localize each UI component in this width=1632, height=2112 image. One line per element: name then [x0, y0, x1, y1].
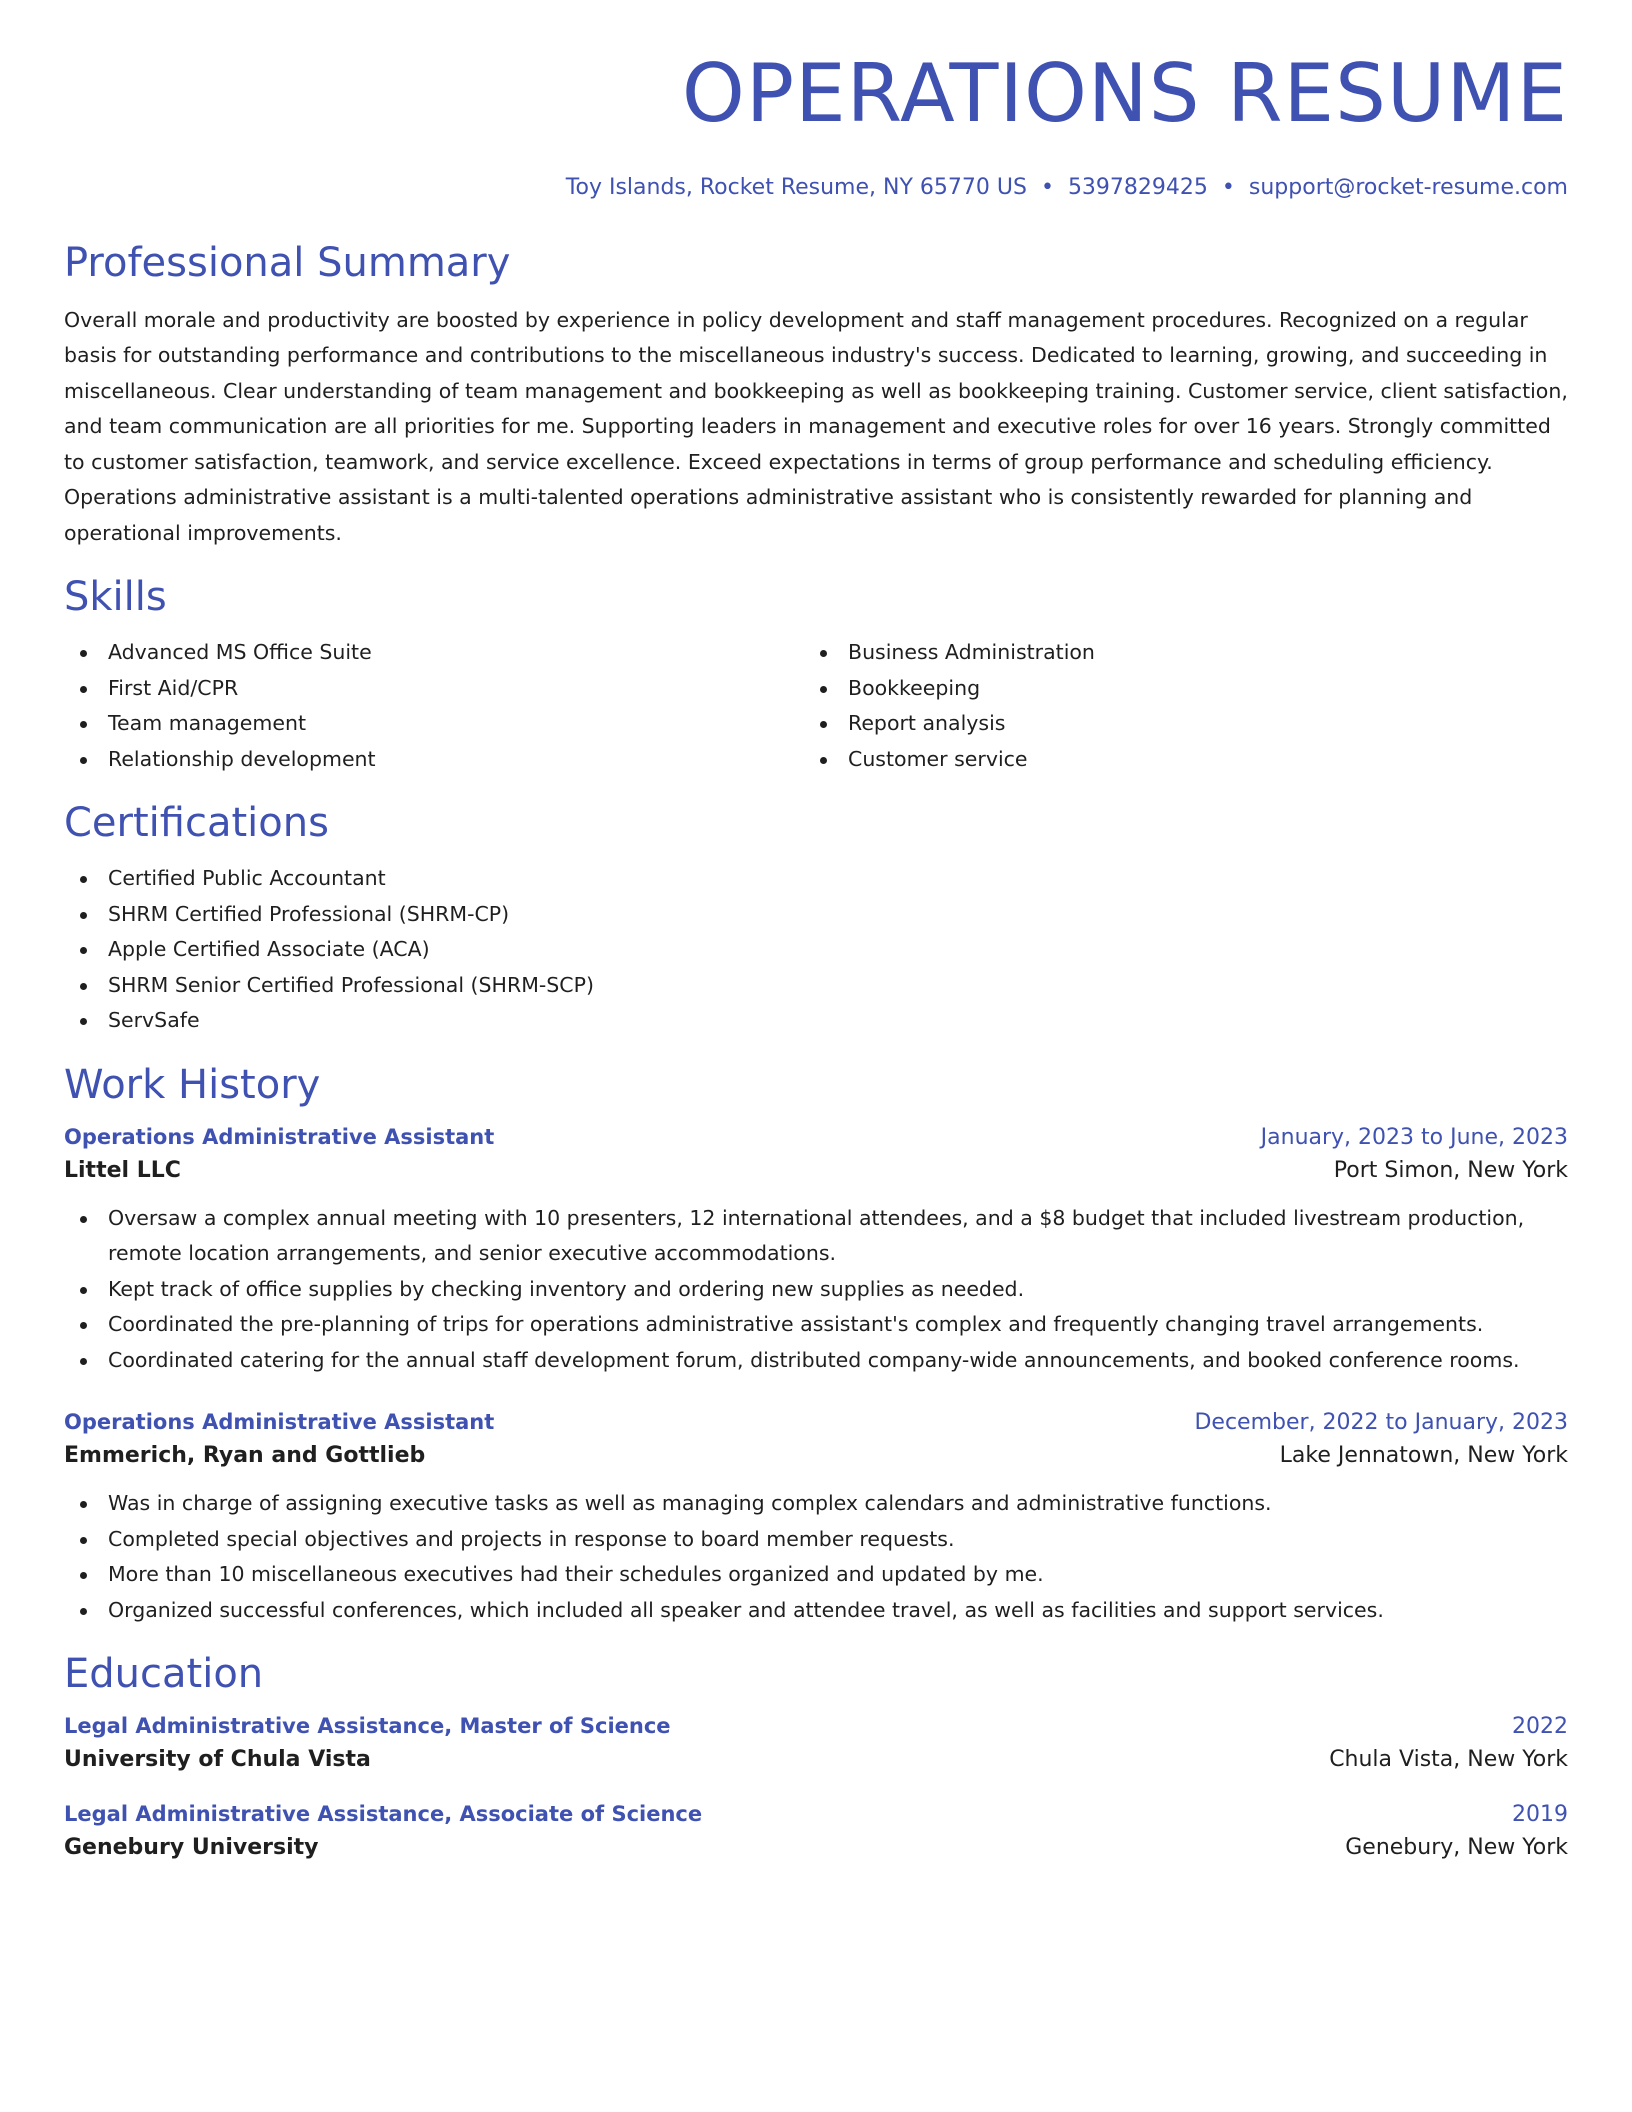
education-header-row	[64, 1802, 1568, 1827]
certification-item: SHRM Certified Professional (SHRM-CP)	[64, 897, 1568, 933]
education-school: Genebury University	[64, 1835, 319, 1861]
skill-item: Bookkeeping	[804, 671, 1544, 707]
job-dates: December, 2022 to January, 2023	[1194, 1410, 1568, 1436]
job-header-row	[64, 1125, 1568, 1150]
job-company: Littel LLC	[64, 1157, 181, 1183]
education-location: Chula Vista, New York	[1329, 1747, 1568, 1773]
education-title: Education	[64, 1651, 264, 1698]
job-entry	[64, 1125, 1568, 1379]
education-location: Genebury, New York	[1345, 1835, 1568, 1861]
skill-item: Relationship development	[64, 742, 804, 778]
education-year: 2019	[1512, 1802, 1568, 1828]
skills-right-column	[804, 635, 1544, 777]
contact-line	[64, 174, 1568, 203]
job-location: Port Simon, New York	[1333, 1157, 1568, 1183]
certifications-title: Certifications	[64, 800, 329, 847]
job-location: Lake Jennatown, New York	[1279, 1443, 1568, 1469]
job-dates: January, 2023 to June, 2023	[1260, 1124, 1568, 1150]
certifications-section	[64, 799, 1568, 1039]
job-company: Emmerich, Ryan and Gottlieb	[64, 1443, 426, 1469]
job-title: Operations Administrative Assistant	[64, 1124, 495, 1149]
resume-name: OPERATIONS RESUME	[681, 47, 1568, 140]
contact-phone: 5397829425	[1067, 175, 1208, 200]
job-entry	[64, 1410, 1568, 1628]
contact-separator: •	[1221, 175, 1235, 200]
job-bullets	[64, 1486, 1568, 1628]
job-bullet: Organized successful conferences, which included all speaker and attendee travel, as well as facilities and support services.	[64, 1593, 1568, 1629]
contact-address: Toy Islands, Rocket Resume, NY 65770 US	[565, 175, 1027, 200]
education-header-row	[64, 1714, 1568, 1739]
job-bullet: More than 10 miscellaneous executives had their schedules organized and updated by me.	[64, 1557, 1568, 1593]
job-company-row	[64, 1158, 1568, 1183]
education-entry	[64, 1802, 1568, 1860]
education-school-row	[64, 1747, 1568, 1772]
job-title: Operations Administrative Assistant	[64, 1410, 495, 1435]
education-school-row	[64, 1835, 1568, 1860]
skills-left-column	[64, 635, 804, 777]
certification-item: Apple Certified Associate (ACA)	[64, 932, 1568, 968]
skills-section	[64, 573, 1568, 777]
certification-item: SHRM Senior Certified Professional (SHRM-SCP)	[64, 968, 1568, 1004]
education-year: 2022	[1512, 1714, 1568, 1740]
education-section	[64, 1650, 1568, 1860]
skill-item: First Aid/CPR	[64, 671, 804, 707]
certification-item: ServSafe	[64, 1003, 1568, 1039]
summary-text: Overall morale and productivity are boosted by experience in policy development and staff management procedures. Recognized on a regular basis for outstanding performance and contributions to the miscellaneous industry's success. Dedicated to learning, growing, and succeeding in miscellaneous. Clear understanding of team management and bookkeeping as well as bookkeeping training. Customer service, client satisfaction, and team communication are all priorities for me. Supporting leaders in management and executive roles for over 16 years. Strongly committed to customer satisfaction, teamwork, and service excellence. Exceed expectations in terms of group performance and scheduling efficiency. Operations administrative assistant is a multi-talented operations administrative assistant who is consistently rewarded for planning and operational improvements.	[64, 307, 1568, 545]
job-bullet: Coordinated catering for the annual staff development forum, distributed company-wide announcements, and booked conference rooms.	[64, 1343, 1568, 1379]
work-title: Work History	[64, 1061, 321, 1108]
job-company-row	[64, 1443, 1568, 1468]
job-header-row	[64, 1410, 1568, 1435]
job-bullet: Oversaw a complex annual meeting with 10 presenters, 12 international attendees, and a $8 budget that included livestream production, remote location arrangements, and senior executive accommodations.	[64, 1201, 1568, 1272]
education-degree: Legal Administrative Assistance, Master of Science	[64, 1714, 671, 1739]
skill-item: Customer service	[804, 742, 1544, 778]
skill-item: Advanced MS Office Suite	[64, 635, 804, 671]
certifications-list	[64, 861, 1568, 1039]
skills-title: Skills	[64, 574, 167, 621]
job-bullet: Coordinated the pre-planning of trips for operations administrative assistant's complex and frequently changing travel arrangements.	[64, 1307, 1568, 1343]
job-bullets	[64, 1201, 1568, 1379]
work-section	[64, 1061, 1568, 1629]
contact-email[interactable]: support@rocket-resume.com	[1248, 175, 1568, 200]
education-school: University of Chula Vista	[64, 1747, 371, 1773]
skill-item: Report analysis	[804, 706, 1544, 742]
job-bullet: Completed special objectives and projects in response to board member requests.	[64, 1522, 1568, 1558]
education-degree: Legal Administrative Assistance, Associate of Science	[64, 1802, 703, 1827]
skill-item: Team management	[64, 706, 804, 742]
certification-item: Certified Public Accountant	[64, 861, 1568, 897]
summary-title: Professional Summary	[64, 239, 511, 286]
job-bullet: Kept track of office supplies by checking inventory and ordering new supplies as needed.	[64, 1272, 1568, 1308]
contact-separator: •	[1040, 175, 1054, 200]
summary-section	[64, 239, 1568, 552]
education-entry	[64, 1714, 1568, 1772]
skill-item: Business Administration	[804, 635, 1544, 671]
skills-grid	[64, 635, 1568, 777]
job-bullet: Was in charge of assigning executive tasks as well as managing complex calendars and administrative functions.	[64, 1486, 1568, 1522]
